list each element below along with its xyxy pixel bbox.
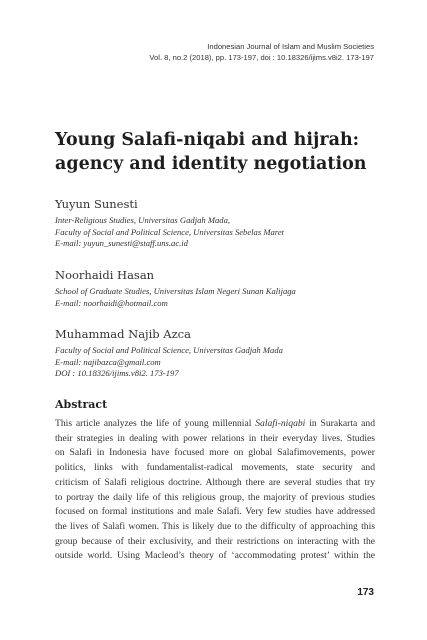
abstract-body bbox=[55, 417, 375, 564]
journal-header bbox=[149, 41, 374, 63]
author-affiliation: School of Graduate Studies, Universitas Islam Negeri Sunan Kalijaga bbox=[55, 286, 296, 296]
author-affiliation: Faculty of Social and Political Science, Universitas Sebelas Maret bbox=[55, 226, 285, 237]
author-email: E-mail: noorhaidi@hotmail.com bbox=[55, 297, 168, 308]
author-block-2 bbox=[55, 268, 395, 309]
abstract-line: outside world. Using Macleod’s theory of ‘accommodating protest’ within the bbox=[55, 550, 375, 562]
author-affiliation: Faculty of Social and Political Science, Universitas Gadjah Mada bbox=[55, 345, 283, 355]
article-doi: DOI : 10.18326/ijims.v8i2. 173-197 bbox=[55, 368, 179, 379]
author-affiliation: Inter-Religious Studies, Universitas Gadjah Mada, bbox=[55, 215, 231, 225]
author-name: Noorhaidi Hasan bbox=[55, 268, 155, 282]
page-number: 173 bbox=[357, 587, 374, 598]
author-email: E-mail: najibazca@gmail.com bbox=[55, 356, 161, 367]
abstract-line: their strategies in dealing with power relations in their everyday lives. Studies bbox=[55, 432, 375, 444]
author-name: Muhammad Najib Azca bbox=[55, 327, 191, 341]
author-block-1 bbox=[55, 197, 395, 250]
author-name: Yuyun Sunesti bbox=[55, 197, 138, 211]
author-block-3 bbox=[55, 327, 395, 380]
abstract-line: criticism of Salafi religious doctrine. Although there are several studies that try bbox=[55, 476, 375, 488]
abstract-heading: Abstract bbox=[55, 398, 108, 411]
journal-citation: Vol. 8, no.2 (2018), pp. 173-197, doi : 10.18326/ijims.v8i2. 173-197 bbox=[149, 53, 374, 62]
journal-name: Indonesian Journal of Islam and Muslim Societies bbox=[207, 42, 374, 51]
abstract-line: group because of their exclusivity, and their restrictions on interacting with the bbox=[55, 535, 375, 547]
author-email: E-mail: yuyun_sunesti@staff.uns.ac.id bbox=[55, 238, 188, 249]
article-title bbox=[55, 128, 385, 176]
article-title-line-2: agency and identity negotiation bbox=[55, 154, 367, 174]
abstract-line: to portray the daily life of this religious group, the majority of previous studies bbox=[55, 491, 375, 503]
abstract-line bbox=[55, 417, 375, 432]
abstract-italic-term: Salafi-niqabi bbox=[255, 418, 306, 429]
abstract-line: focused on formal institutions and male Salafi. Very few studies have addressed bbox=[55, 506, 375, 518]
abstract-line: the lives of Salafi women. This is likely due to the difficulty of approaching this bbox=[55, 520, 375, 532]
article-title-line-1: Young Salafi-niqabi and hijrah: bbox=[55, 130, 360, 150]
abstract-line: on Salafi in Indonesia have focused more on global Salafimovements, power bbox=[55, 447, 375, 459]
abstract-text: in Surakarta and bbox=[305, 418, 375, 429]
abstract-line: politics, links with fundamentalist-radical movements, state security and bbox=[55, 462, 375, 474]
abstract-text: This article analyzes the life of young millennial bbox=[55, 418, 256, 429]
